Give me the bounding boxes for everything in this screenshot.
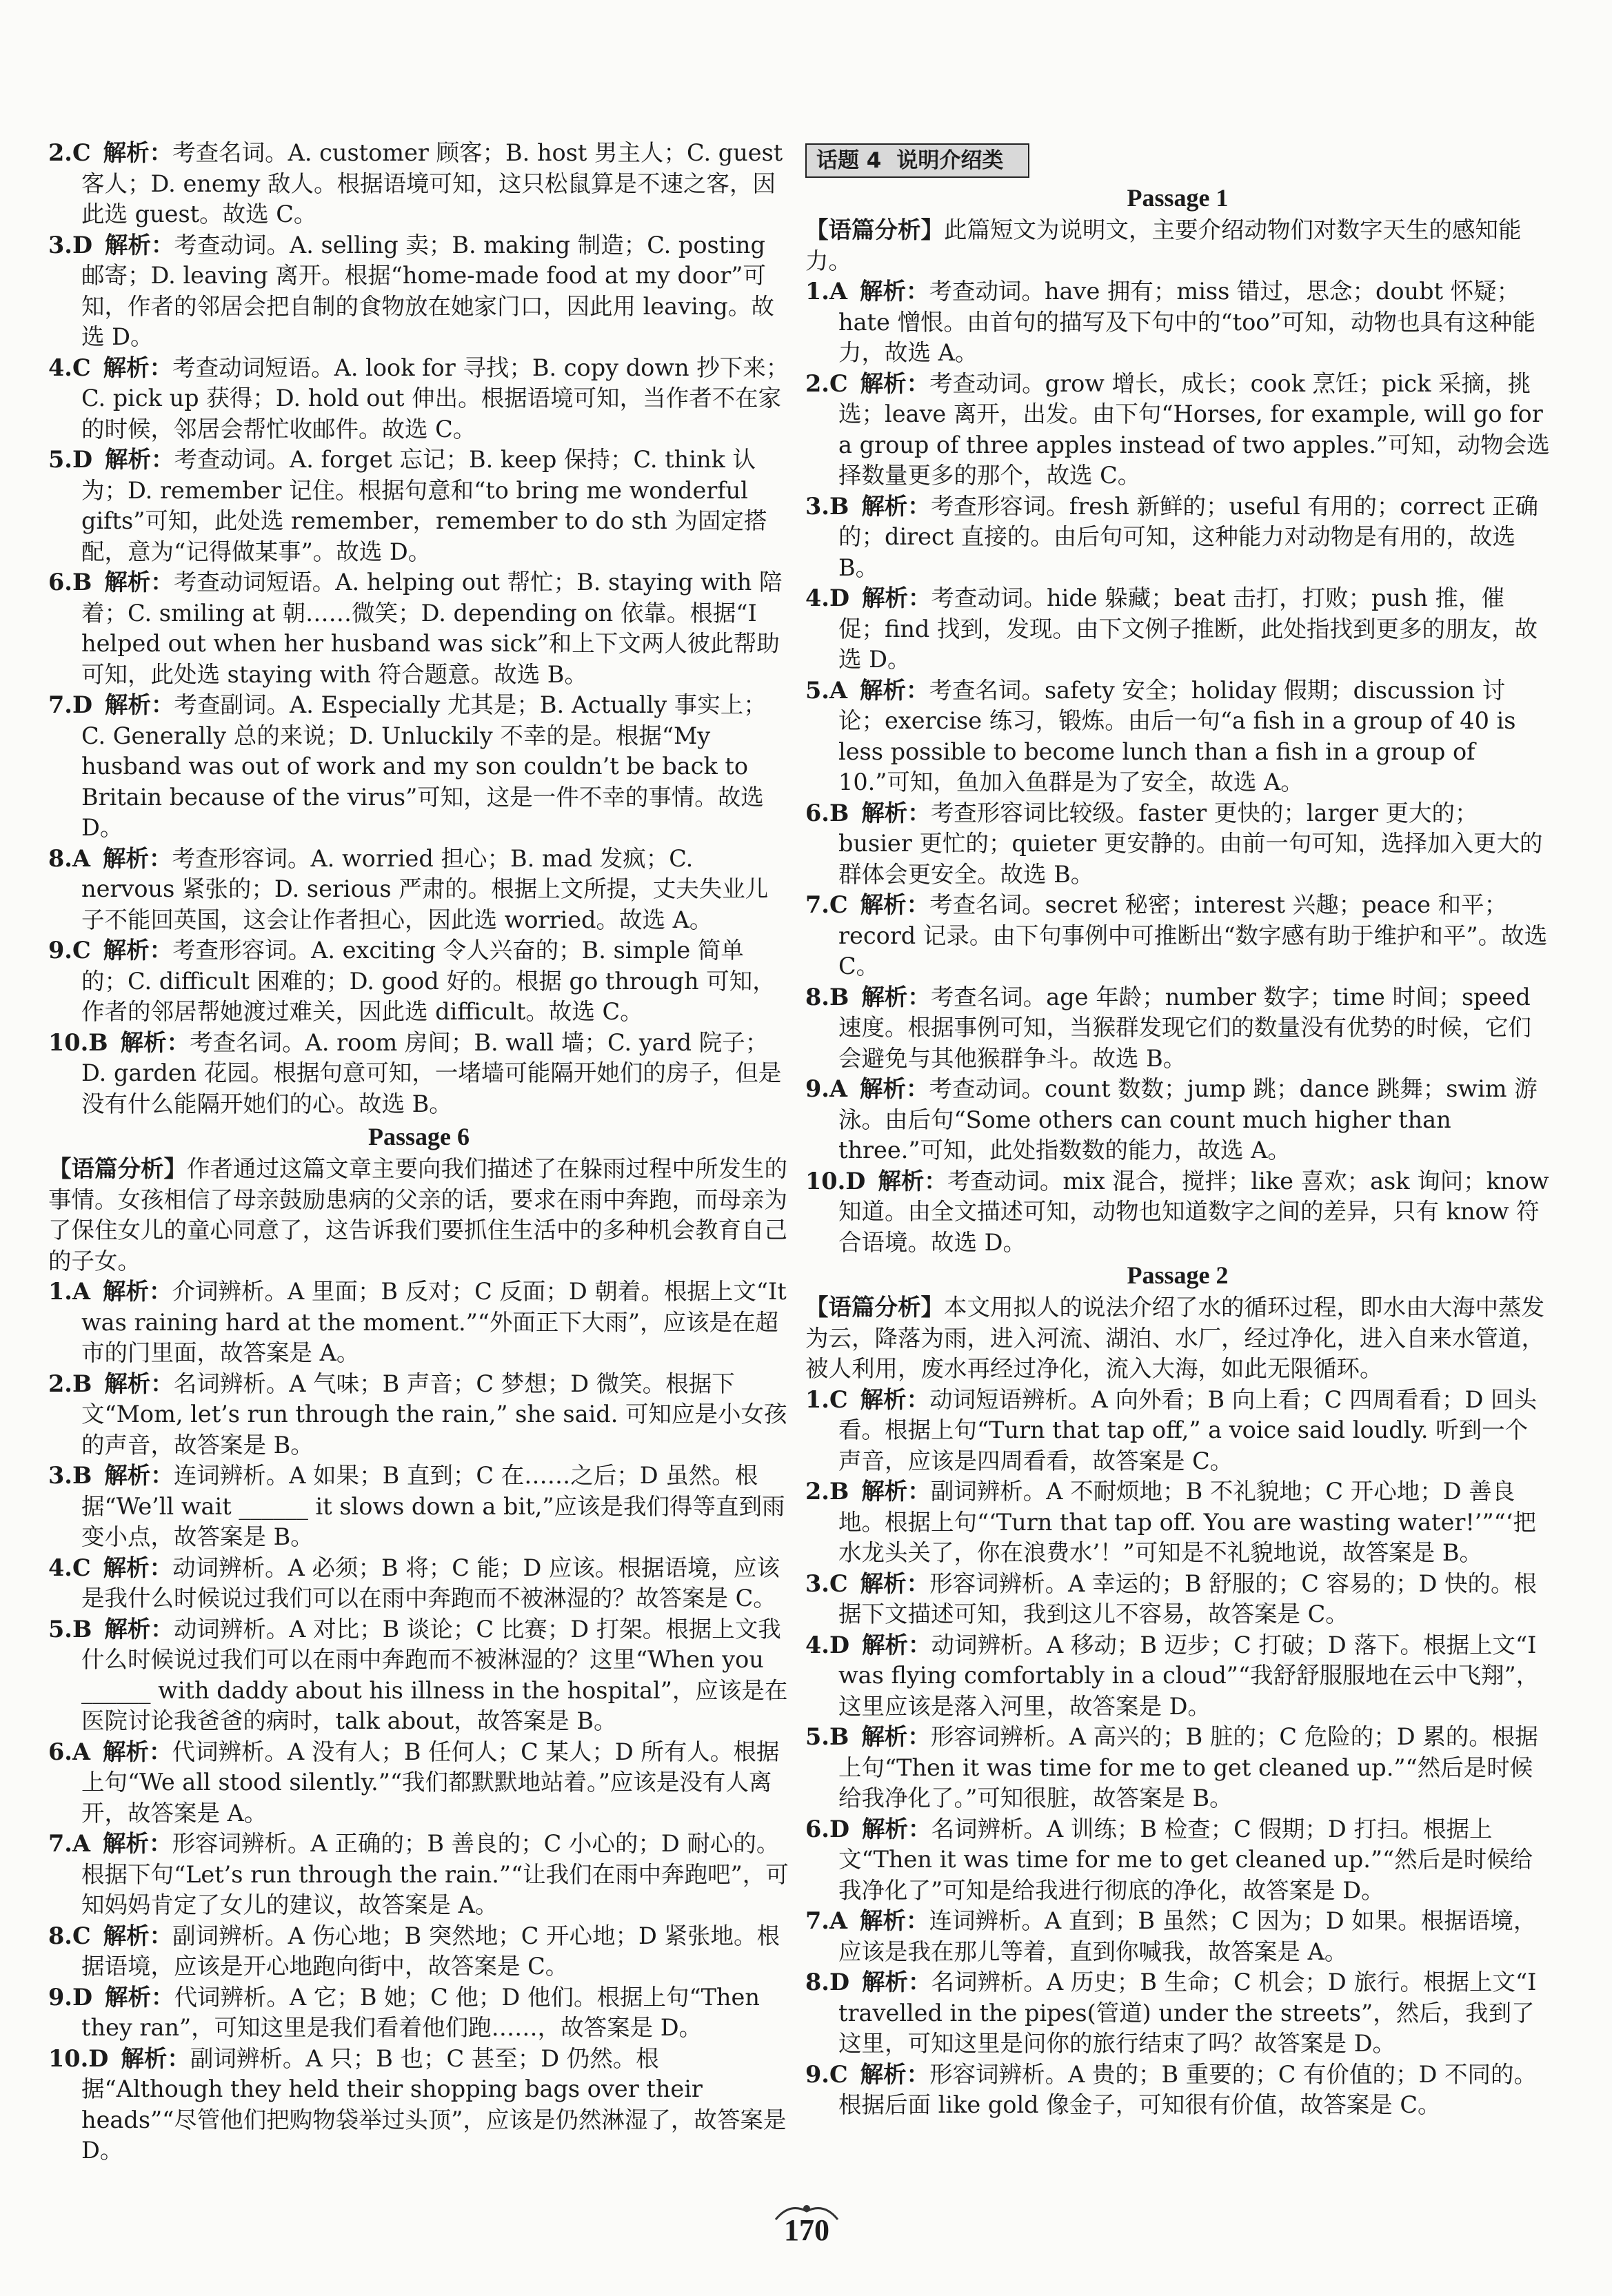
jiexi-label: 解析： <box>862 1631 931 1658</box>
answer-item <box>48 1982 789 2044</box>
jiexi-label: 解析： <box>102 1738 172 1765</box>
item-answer: D <box>72 446 93 473</box>
answer-item <box>48 138 789 230</box>
item-explanation: 动词辨析。A 必须；B 将；C 能；D 应该。根据语境，应该是我什么时候说过我们可以在雨中奔跑而不被淋湿的？故答案是 C。 <box>81 1554 780 1612</box>
item-answer: C <box>72 1554 91 1581</box>
jiexi-label: 解析： <box>102 844 172 872</box>
item-number: 2. <box>48 1370 72 1397</box>
jiexi-label: 解析： <box>103 937 173 964</box>
jiexi-label: 解析： <box>860 1569 930 1597</box>
topic-heading <box>805 143 1029 178</box>
item-explanation: 考查名词。A. customer 顾客；B. host 男主人；C. guest 客人；D. enemy 敌人。根据语境可知，这只松鼠算是不速之客，因此选 guest。故选 C。 <box>81 139 783 227</box>
jiexi-label: 解析： <box>878 1167 947 1195</box>
item-answer: B <box>829 799 849 826</box>
item-explanation: 形容词辨析。A 高兴的；B 脏的；C 危险的；D 累的。根据上句“Then it was time for me to get cleaned up.”“然后是时候给我净化了。”可知很脏，故答案是 B。 <box>838 1723 1538 1811</box>
item-answer: D <box>829 1815 850 1842</box>
analysis-tag: 【语篇分析】 <box>805 216 944 243</box>
item-number: 4. <box>805 1631 829 1658</box>
item-explanation: 考查形容词。A. worried 担心；B. mad 发疯；C. nervous 紧张的；D. serious 严肃的。根据上文所提，丈夫失业儿子不能回英国，这会让作者担心，因此选 worried。故选 A。 <box>81 844 769 933</box>
item-number: 6. <box>48 1738 72 1765</box>
item-number: 5. <box>805 676 829 704</box>
item-number: 9. <box>805 2060 829 2088</box>
jiexi-label: 解析： <box>104 1462 174 1489</box>
answer-item <box>805 491 1550 584</box>
item-explanation: 考查动词。hide 躲藏；beat 击打，打败；push 推，催促；find 找到，发现。由下文例子推断，此处指找到更多的朋友，故选 D。 <box>838 585 1538 673</box>
item-explanation: 考查动词。have 拥有；miss 错过，思念；doubt 怀疑；hate 憎恨。由首句的描写及下句中的“too”可知，动物也具有这种能力，故选 A。 <box>838 278 1536 366</box>
answer-item <box>48 1614 789 1737</box>
answer-item <box>48 230 789 353</box>
answer-item <box>48 1829 789 1921</box>
topic-name: 说明介绍类 <box>896 148 1004 173</box>
jiexi-label: 解析： <box>861 1723 931 1750</box>
item-answer: C <box>72 937 91 964</box>
item-answer: C <box>72 139 91 166</box>
item-explanation: 名词辨析。A 训练；B 检查；C 假期；D 打扫。根据上文“Then it was time for me to get cleaned up.”“然后是时候给我净化了”可知是给我进行彻底的净化，故答案是 D。 <box>838 1815 1533 1904</box>
item-answer: D <box>72 1983 93 2011</box>
answer-item <box>48 1921 789 1982</box>
jiexi-label: 解析： <box>860 891 930 918</box>
jiexi-label: 解析： <box>861 983 931 1010</box>
item-number: 7. <box>805 891 829 918</box>
item-answer: B <box>72 569 92 596</box>
answer-item <box>805 1722 1550 1814</box>
passage1-answers <box>805 276 1550 1258</box>
item-explanation: 名词辨析。A 气味；B 声音；C 梦想；D 微笑。根据下文“Mom, let’s run through the rain,” she said. 可知应是小女孩的声音，故答案是 B。 <box>81 1370 787 1459</box>
jiexi-label: 解析： <box>105 691 174 718</box>
item-number: 8. <box>48 844 72 872</box>
item-answer: A <box>829 676 847 704</box>
jiexi-label: 解析： <box>862 585 931 611</box>
item-answer: C <box>829 1569 848 1597</box>
item-number: 5. <box>805 1723 829 1750</box>
item-explanation: 考查动词。grow 增长，成长；cook 烹饪；pick 采摘，挑选；leave 离开，出发。由下句“Horses, for example, will go for a group of three apples instead of two apples.”可知，动物会选择数量更多的那个，故选 C。 <box>838 369 1550 489</box>
item-explanation: 考查名词。age 年龄；number 数字；time 时间；speed 速度。根据事例可知，当猴群发现它们的数量没有优势的时候，它们会避免与其他猴群争斗。故选 B。 <box>838 983 1531 1072</box>
passage2-analysis <box>805 1292 1550 1385</box>
item-explanation: 考查形容词。A. exciting 令人兴奋的；B. simple 简单的；C. difficult 困难的；D. good 好的。根据 go through 可知，作者的邻居帮她渡过难关，因此选 difficult。故选 C。 <box>81 937 776 1025</box>
item-number: 10. <box>48 2044 89 2072</box>
jiexi-label: 解析： <box>860 1385 930 1413</box>
item-answer: D <box>829 585 850 611</box>
item-answer: A <box>72 1738 90 1765</box>
passage5-answers <box>48 138 789 1119</box>
answer-item <box>805 675 1550 798</box>
item-number: 6. <box>805 799 829 826</box>
jiexi-label: 解析： <box>862 1815 931 1842</box>
answer-item <box>805 1166 1550 1259</box>
item-number: 10. <box>48 1028 89 1056</box>
item-number: 2. <box>805 1478 829 1505</box>
item-number: 2. <box>805 369 829 397</box>
item-number: 3. <box>805 1569 829 1597</box>
analysis-tag: 【语篇分析】 <box>805 1294 944 1321</box>
item-number: 3. <box>805 492 829 520</box>
jiexi-label: 解析： <box>105 231 174 258</box>
item-number: 4. <box>48 1554 72 1581</box>
item-explanation: 副词辨析。A 伤心地；B 突然地；C 开心地；D 紧张地。根据语境，应该是开心地跑向街中，故答案是 C。 <box>81 1922 780 1980</box>
jiexi-label: 解析： <box>120 1028 190 1056</box>
jiexi-label: 解析： <box>102 1830 172 1857</box>
answer-item <box>48 567 789 690</box>
analysis-text: 本文用拟人的说法介绍了水的循环过程，即水由大海中蒸发为云，降落为雨，进入河流、湖泊、水厂，经过净化，进入自来水管道，被人利用，废水再经过净化，流入大海，如此无限循环。 <box>805 1294 1544 1382</box>
item-explanation: 考查动词短语。A. helping out 帮忙；B. staying with 陪着；C. smiling at 朝……微笑；D. depending on 依靠。根据“I helped out when her husband was sick”和上下文两人彼此帮助可知，此处选 staying with 符合题意。故选 B。 <box>81 569 783 688</box>
item-explanation: 动词辨析。A 对比；B 谈论；C 比赛；D 打架。根据上文我什么时候说过我们可以在雨中奔跑而不被淋湿的？这里“When you ______ with daddy about his illness in the hospital”，应该是在医院讨论我爸爸的病时，talk about，故答案是 B。 <box>81 1615 788 1734</box>
item-number: 5. <box>48 1615 72 1643</box>
page-number: 170 <box>784 2213 829 2247</box>
passage6-analysis <box>48 1154 789 1277</box>
item-number: 2. <box>48 139 72 166</box>
item-explanation: 名词辨析。A 历史；B 生命；C 机会；D 旅行。根据上文“I travelled in the pipes(管道) under the streets”，然后，我到了这里，可知这里是问你的旅行结束了吗？故答案是 D。 <box>838 1969 1537 2057</box>
answer-item <box>805 1630 1550 1723</box>
item-number: 7. <box>48 1830 72 1857</box>
jiexi-label: 解析： <box>859 278 929 305</box>
jiexi-label: 解析： <box>103 1922 173 1949</box>
answer-item <box>805 1476 1550 1569</box>
item-answer: B <box>829 983 849 1010</box>
item-answer: C <box>829 891 848 918</box>
answer-item <box>48 1369 789 1461</box>
answer-item <box>48 690 789 844</box>
jiexi-label: 解析： <box>105 446 174 473</box>
jiexi-label: 解析： <box>861 492 931 520</box>
item-number: 9. <box>48 1983 72 2011</box>
item-answer: D <box>72 691 93 718</box>
jiexi-label: 解析： <box>103 354 173 381</box>
answer-item <box>805 1385 1550 1477</box>
item-explanation: 考查形容词比较级。faster 更快的；larger 更大的；busier 更忙的；quieter 更安静的。由前一句可知，选择加入更大的群体会更安全。故选 B。 <box>838 799 1543 888</box>
item-answer: B <box>829 1723 849 1750</box>
item-number: 9. <box>805 1075 829 1102</box>
jiexi-label: 解析： <box>104 1370 174 1397</box>
item-explanation: 动词短语辨析。A 向外看；B 向上看；C 四周看看；D 回头看。根据上句“Turn that tap off,” a voice said loudly. 听到一个声音，应该是四周看看，故答案是 C。 <box>838 1385 1538 1474</box>
item-explanation: 形容词辨析。A 正确的；B 善良的；C 小心的；D 耐心的。根据下句“Let’s run through the rain.”“让我们在雨中奔跑吧”，可知妈妈肯定了女儿的建议，故答案是 A。 <box>81 1830 789 1918</box>
answer-item <box>805 583 1550 675</box>
answer-item <box>805 982 1550 1075</box>
item-answer: A <box>72 1830 90 1857</box>
item-explanation: 形容词辨析。A 幸运的；B 舒服的；C 容易的；D 快的。根据下文描述可知，我到这儿不容易，故答案是 C。 <box>838 1569 1538 1627</box>
item-answer: A <box>72 1278 90 1305</box>
item-explanation: 副词辨析。A 不耐烦地；B 不礼貌地；C 开心地；D 善良地。根据上句“‘Turn that tap off. You are wasting water!’”“‘把水龙头关了，你在浪费水’！”可知是不礼貌地说，故答案是 B。 <box>838 1478 1536 1566</box>
answer-item <box>48 2044 789 2166</box>
topic-label: 话题 4 <box>816 148 882 173</box>
jiexi-label: 解析： <box>860 369 930 397</box>
item-answer: B <box>72 1370 92 1397</box>
answer-item <box>48 1553 789 1614</box>
answer-item <box>805 276 1550 369</box>
answer-item <box>48 1737 789 1829</box>
jiexi-label: 解析： <box>103 139 173 166</box>
answer-item <box>805 798 1550 891</box>
answer-item <box>48 844 789 936</box>
item-number: 3. <box>48 1462 72 1489</box>
jiexi-label: 解析： <box>104 1615 174 1643</box>
item-answer: D <box>72 231 93 258</box>
answer-item <box>805 1814 1550 1907</box>
jiexi-label: 解析： <box>859 676 929 704</box>
item-answer: B <box>829 1478 849 1505</box>
item-answer: A <box>829 1075 847 1102</box>
jiexi-label: 解析： <box>859 1075 929 1102</box>
item-number: 8. <box>805 983 829 1010</box>
answer-item <box>805 1569 1550 1630</box>
item-explanation: 动词辨析。A 移动；B 迈步；C 打破；D 落下。根据上文“I was flying comfortably in a cloud”“我舒舒服服地在云中飞翔”，这里应该是落入河里，故答案是 D。 <box>838 1631 1540 1720</box>
item-answer: D <box>88 2044 109 2072</box>
item-explanation: 代词辨析。A 没有人；B 任何人；C 某人；D 所有人。根据上句“We all stood silently.”“我们都默默地站着。”应该是没有人离开，故答案是 A。 <box>81 1738 780 1827</box>
left-column <box>48 138 789 2166</box>
item-explanation: 代词辨析。A 它；B 她；C 他；D 他们。根据上句“Then they ran”，可知这里是我们看着他们跑……，故答案是 D。 <box>81 1983 760 2041</box>
passage1-analysis <box>805 215 1550 276</box>
answer-item <box>805 369 1550 491</box>
answer-item <box>805 1074 1550 1166</box>
jiexi-label: 解析： <box>104 569 174 596</box>
item-number: 1. <box>805 1385 829 1413</box>
item-explanation: 考查形容词。fresh 新鲜的；useful 有用的；correct 正确的；direct 直接的。由后句可知，这种能力对动物是有用的，故选 B。 <box>838 492 1539 581</box>
right-column <box>805 138 1550 2121</box>
item-number: 7. <box>805 1907 829 1934</box>
answer-item <box>805 1967 1550 2060</box>
item-explanation: 考查副词。A. Especially 尤其是；B. Actually 事实上；C. Generally 总的来说；D. Unluckily 不幸的是。根据“My husband was out of work and my son couldn’t be back to Britain because of the virus”可知，这是一件不幸的事情。故选 D。 <box>81 691 767 841</box>
item-number: 1. <box>48 1278 72 1305</box>
answer-item <box>48 1461 789 1553</box>
answer-item <box>48 935 789 1028</box>
item-explanation: 考查动词。mix 混合，搅拌；like 喜欢；ask 询问；know 知道。由全文描述可知，动物也知道数字之间的差异，只有 know 符合语境。故选 D。 <box>838 1167 1549 1256</box>
item-number: 10. <box>805 1167 846 1195</box>
analysis-text: 作者通过这篇文章主要向我们描述了在躲雨过程中所发生的事情。女孩相信了母亲鼓励患病的父亲的话，要求在雨中奔跑，而母亲为了保住女儿的童心同意了，这告诉我们要抓住生活中的多种机会教育自己的子女。 <box>48 1155 787 1274</box>
item-answer: B <box>829 492 849 520</box>
answer-item <box>805 2060 1550 2121</box>
item-answer: B <box>88 1028 108 1056</box>
item-answer: C <box>72 354 91 381</box>
jiexi-label: 解析： <box>861 799 931 826</box>
item-answer: A <box>829 1907 847 1934</box>
passage6-answers <box>48 1277 789 2166</box>
item-number: 3. <box>48 231 72 258</box>
item-answer: B <box>72 1615 92 1643</box>
jiexi-label: 解析： <box>860 2060 930 2088</box>
item-number: 5. <box>48 446 72 473</box>
analysis-tag: 【语篇分析】 <box>48 1155 187 1182</box>
jiexi-label: 解析： <box>861 1478 931 1505</box>
item-number: 6. <box>48 569 72 596</box>
jiexi-label: 解析： <box>121 2044 190 2072</box>
answer-item <box>48 353 789 445</box>
item-explanation: 考查动词。A. forget 忘记；B. keep 保持；C. think 认为；D. remember 记住。根据句意和“to bring me wonderful gifts”可知，此处选 remember，remember to do sth 为固定搭配，意为“记得做某事”。故选 D。 <box>81 446 767 565</box>
item-explanation: 连词辨析。A 如果；B 直到；C 在……之后；D 虽然。根据“We’ll wait ______ it slows down a bit,”应该是我们得等直到雨变小点，故答案是 B。 <box>81 1462 785 1550</box>
item-number: 7. <box>48 691 72 718</box>
item-explanation: 考查动词短语。A. look for 寻找；B. copy down 抄下来；C. pick up 获得；D. hold out 伸出。根据语境可知，当作者不在家的时候，邻居会帮忙收邮件。故选 C。 <box>81 354 789 443</box>
item-answer: D <box>829 1969 850 1995</box>
item-answer: A <box>72 844 90 872</box>
item-number: 4. <box>805 585 829 611</box>
item-answer: C <box>829 369 848 397</box>
jiexi-label: 解析： <box>862 1969 931 1995</box>
item-explanation: 考查名词。A. room 房间；B. wall 墙；C. yard 院子；D. garden 花园。根据句意可知，一堵墙可能隔开她们的房子，但是没有什么能隔开她们的心。故选 B。 <box>81 1028 782 1117</box>
passage2-answers <box>805 1385 1550 2121</box>
item-answer: C <box>829 2060 848 2088</box>
item-answer: C <box>72 1922 91 1949</box>
item-number: 8. <box>48 1922 72 1949</box>
item-answer: A <box>829 278 847 305</box>
item-number: 1. <box>805 278 829 305</box>
item-explanation: 介词辨析。A 里面；B 反对；C 反面；D 朝着。根据上文“It was raining hard at the moment.”“外面正下大雨”，应该是在超市的门里面，故答案是 A。 <box>81 1278 787 1366</box>
passage2-title: Passage 2 <box>1127 1261 1229 1289</box>
item-explanation: 考查动词。A. selling 卖；B. making 制造；C. posting 邮寄；D. leaving 离开。根据“home-made food at my door”可知，作者的邻居会把自制的食物放在她家门口，因此用 leaving。故选 D。 <box>81 231 774 350</box>
item-number: 9. <box>48 937 72 964</box>
item-number: 4. <box>48 354 72 381</box>
item-explanation: 副词辨析。A 只；B 也；C 甚至；D 仍然。根据“Although they held their shopping bags over their heads”“尽管他们把购物袋举过头顶”，应该是仍然淋湿了，故答案是 D。 <box>81 2044 787 2164</box>
item-explanation: 考查名词。secret 秘密；interest 兴趣；peace 和平；record 记录。由下句事例中可推断出“数字感有助于维护和平”。故选 C。 <box>838 891 1548 979</box>
item-number: 8. <box>805 1969 829 1995</box>
jiexi-label: 解析： <box>103 1554 173 1581</box>
jiexi-label: 解析： <box>102 1278 172 1305</box>
passage1-title: Passage 1 <box>1127 184 1229 212</box>
analysis-text: 此篇短文为说明文，主要介绍动物们对数字天生的感知能力。 <box>805 216 1522 274</box>
jiexi-label: 解析： <box>105 1983 174 2011</box>
passage6-title: Passage 6 <box>368 1123 470 1150</box>
item-explanation: 连词辨析。A 直到；B 虽然；C 因为；D 如果。根据语境，应该是我在那儿等着，直到你喊我，故答案是 A。 <box>838 1907 1537 1965</box>
answer-item <box>805 1906 1550 1967</box>
answer-item <box>48 445 789 567</box>
item-answer: D <box>845 1167 866 1195</box>
item-explanation: 考查名词。safety 安全；holiday 假期；discussion 讨论；exercise 练习，锻炼。由后一句“a fish in a group of 40 is less possible to become lunch than a fish in a group of 10.”可知，鱼加入鱼群是为了安全，故选 A。 <box>838 676 1516 795</box>
item-answer: B <box>72 1462 92 1489</box>
item-explanation: 形容词辨析。A 贵的；B 重要的；C 有价值的；D 不同的。根据后面 like gold 像金子，可知很有价值，故答案是 C。 <box>838 2060 1538 2118</box>
jiexi-label: 解析： <box>859 1907 929 1934</box>
item-explanation: 考查动词。count 数数；jump 跳；dance 跳舞；swim 游泳。由后句“Some others can count much higher than three.”可知，此处指数数的能力，故选 A。 <box>838 1075 1538 1164</box>
answer-item <box>48 1028 789 1120</box>
item-answer: C <box>829 1385 848 1413</box>
item-answer: D <box>829 1631 850 1658</box>
item-number: 6. <box>805 1815 829 1842</box>
answer-item <box>805 890 1550 982</box>
answer-item <box>48 1277 789 1369</box>
